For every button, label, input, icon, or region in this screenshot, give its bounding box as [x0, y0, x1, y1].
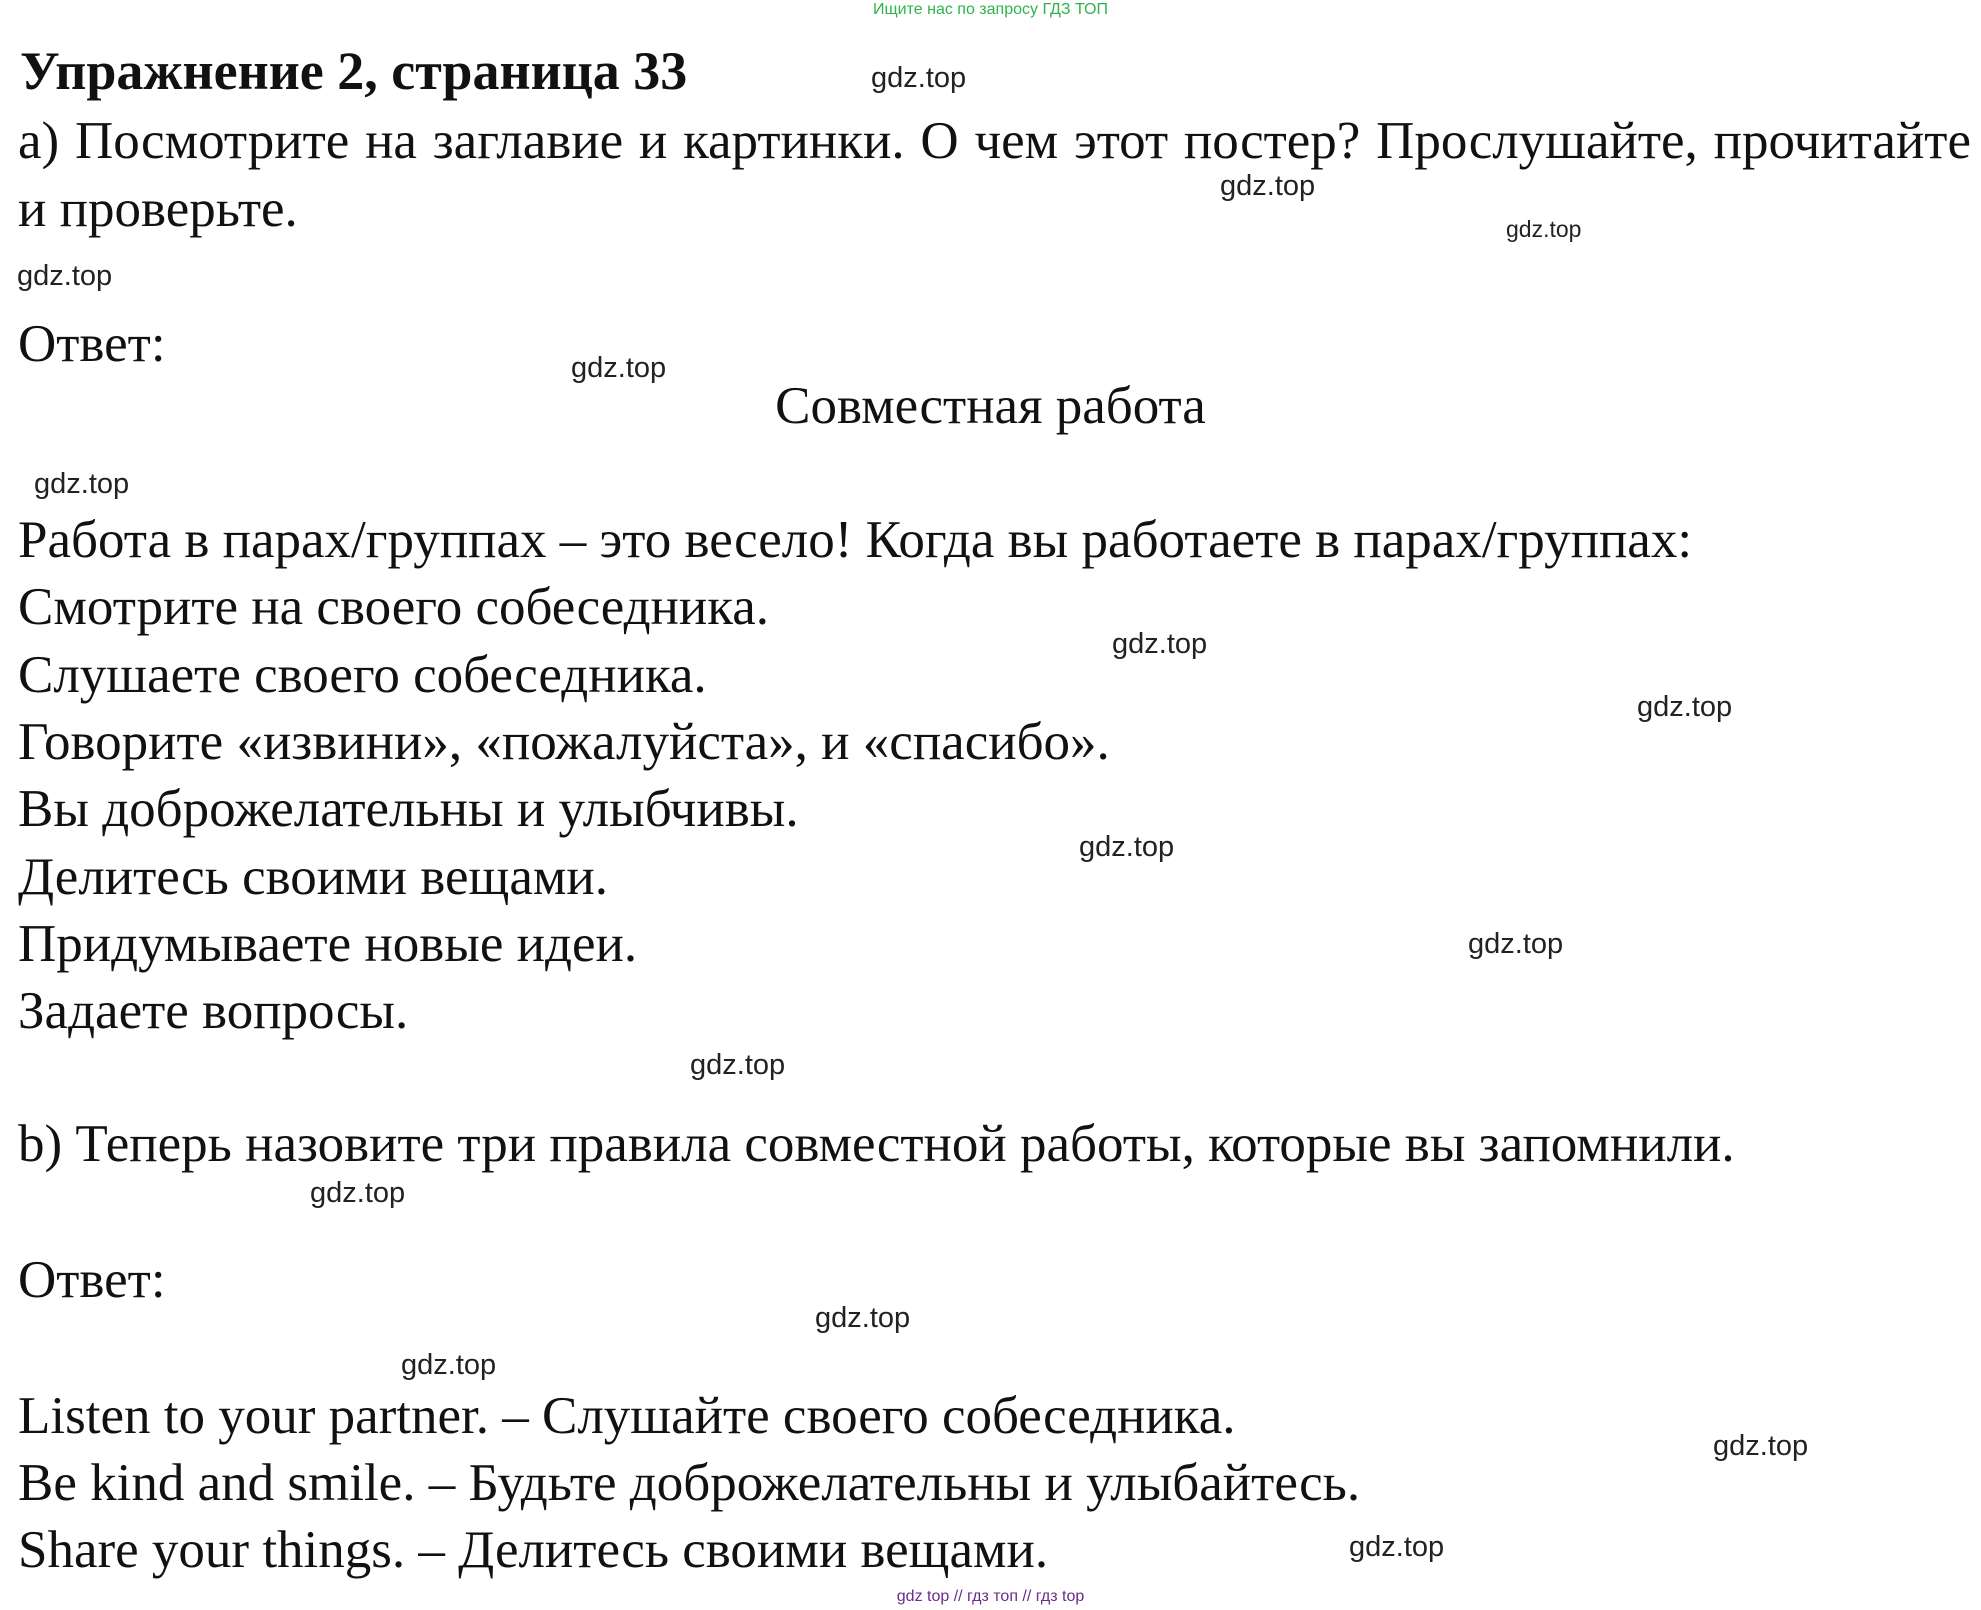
top-banner: Ищите нас по запросу ГДЗ ТОП [873, 1, 1108, 18]
watermark: gdz.top [815, 1302, 911, 1334]
answer-b-line: Share your things. – Делитесь своими вещами. [18, 1521, 1049, 1579]
watermark: gdz.top [1349, 1531, 1445, 1563]
answer-b-line: Listen to your partner. – Слушайте своего собеседника. [18, 1387, 1236, 1445]
watermark: gdz.top [310, 1177, 406, 1209]
task-b-text: b) Теперь назовите три правила совместной работы, которые вы запомнили. [18, 1115, 1735, 1173]
answer-b-label: Ответ: [18, 1251, 166, 1309]
watermark: gdz.top [1220, 170, 1316, 202]
poster-line: Работа в парах/группах – это весело! Когда вы работаете в парах/группах: [18, 511, 1693, 569]
poster-line: Вы доброжелательны и улыбчивы. [18, 780, 799, 838]
poster-line: Слушаете своего собеседника. [18, 646, 707, 704]
watermark: gdz.top [1079, 831, 1175, 863]
answer-b-line: Be kind and smile. – Будьте доброжелательны и улыбайтесь. [18, 1454, 1361, 1512]
poster-line: Задаете вопросы. [18, 982, 409, 1040]
poster-line: Придумываете новые идеи. [18, 915, 638, 973]
poster-line: Делитесь своими вещами. [18, 848, 609, 906]
poster-line: Говорите «извини», «пожалуйста», и «спасибо». [18, 713, 1110, 771]
watermark: gdz.top [401, 1349, 497, 1381]
watermark: gdz.top [1637, 691, 1733, 723]
watermark: gdz.top [871, 62, 967, 94]
task-a-text: a) Посмотрите на заглавие и картинки. О чем этот постер? Прослушайте, прочитайте и проверьте. [18, 112, 1971, 238]
page-title: Упражнение 2, страница 33 [20, 41, 688, 101]
watermark: gdz.top [1506, 216, 1582, 242]
watermark: gdz.top [17, 260, 113, 292]
poster-line: Смотрите на своего собеседника. [18, 578, 770, 636]
watermark: gdz.top [1112, 628, 1208, 660]
answer-label: Ответ: [18, 315, 166, 373]
watermark: gdz.top [690, 1049, 786, 1081]
footer-watermark: gdz top // гдз топ // гдз top [896, 1588, 1085, 1605]
poster-title: Совместная работа [775, 377, 1206, 435]
watermark: gdz.top [1713, 1430, 1809, 1462]
watermark: gdz.top [34, 468, 130, 500]
watermark: gdz.top [1468, 928, 1564, 960]
watermark: gdz.top [571, 352, 667, 384]
